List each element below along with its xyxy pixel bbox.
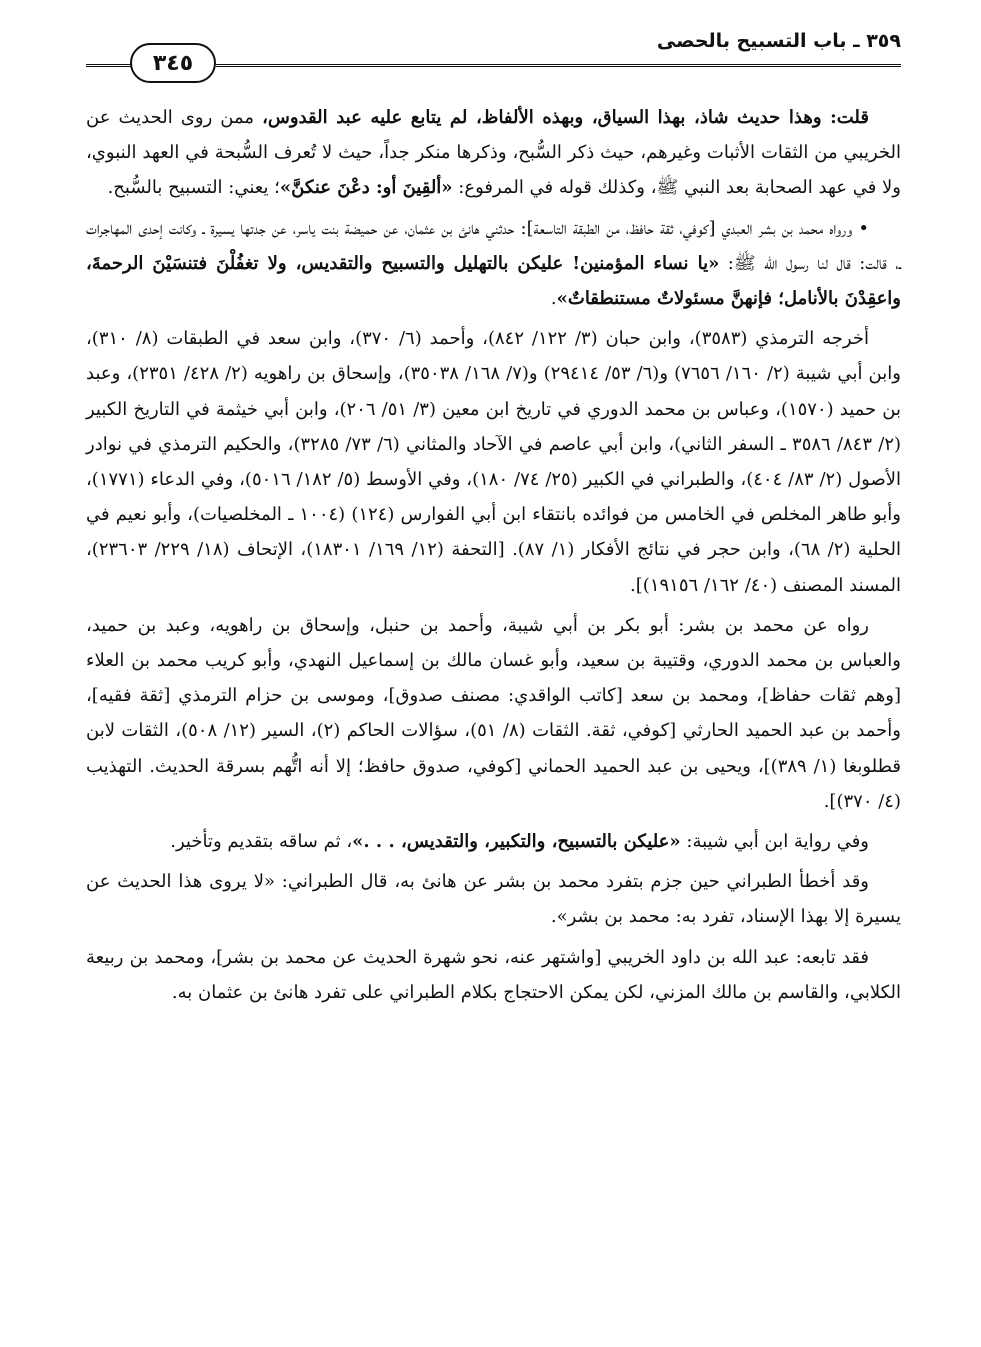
narration-quote: «عليكن بالتسبيح، والتكبير، والتقديس، . . .» <box>352 831 681 853</box>
paragraph-5: وفي رواية ابن أبي شيبة: «عليكن بالتسبيح، والتكبير، والتقديس، . . .»، ثم ساقه بتقديم وتأخير. <box>170 831 869 853</box>
page-body <box>86 100 901 1015</box>
paragraph-6: وقد أخطأ الطبراني حين جزم بتفرد محمد بن بشر عن هانئ به، قال الطبراني: «لا يروى هذا الحديث عن يسيرة إلا بهذا الإسناد، تفرد به: محمد بن بشر». <box>86 871 901 928</box>
quoted-phrase: «ألقِينَ أو: دعْنَ عنكنَّ» <box>279 177 453 199</box>
paragraph-4: رواه عن محمد بن بشر: أبو بكر بن أبي شيبة، وأحمد بن حنبل، وإسحاق بن راهويه، وعبد بن حميد، والعباس بن محمد الدوري، وقتيبة بن سعيد، وأبو غسان مالك بن إسماعيل النهدي، وأبو كريب محمد بن العلاء [وهم ثقات حفاظ]، ومحمد بن سعد [كاتب الواقدي: مصنف صدوق]، وموسى بن حزام الترمذي [ثقة فقيه]، وأحمد بن عبد الحميد الحارثي [كوفي، ثقة. الثقات (٨/ ٥١)، سؤالات الحاكم (٢)، السير (١٢/ ٥٠٨)، الثقات لابن قطلوبغا (١/ ٣٨٩)]، ويحيى بن عبد الحميد الحماني [كوفي، صدوق حافظ؛ إلا أنه اتُّهم بسرقة الحديث. التهذيب (٤/ ٣٧٠)]. <box>86 614 901 812</box>
opening-statement: قلت: وهذا حديث شاذ، بهذا السياق، وبهذه الألفاظ، لم يتابع عليه عبد القدوس، <box>262 107 869 128</box>
paragraph-3: أخرجه الترمذي (٣٥٨٣)، وابن حبان (٣/ ١٢٢/ ٨٤٢)، وأحمد (٦/ ٣٧٠)، وابن سعد في الطبقات (٨/ ٣١٠)، وابن أبي شيبة (٢/ ١٦٠/ ٧٦٥٦) و(٦/ ٥٣/ ٢٩٤١٤) و(٧/ ١٦٨/ ٣٥٠٣٨)، وإسحاق بن راهويه (٢/ ٤٢٨/ ٢٣٥١)، وعبد بن حميد (١٥٧٠)، وعباس بن محمد الدوري في تاريخ ابن معين (٣/ ٥١/ ٢٠٦)، وابن أبي خيثمة في التاريخ الكبير (٢/ ٨٤٣/ ٣٥٨٦ ـ السفر الثاني)، وابن أبي عاصم في الآحاد والمثاني (٦/ ٧٣/ ٣٢٨٥)، والحكيم الترمذي في نوادر الأصول (٢/ ٨٣/ ٤٠٤)، والطبراني في الكبير (٢٥/ ٧٤/ ١٨٠)، وفي الأوسط (٥/ ١٨٢/ ٥٠١٦)، وفي الدعاء (١٧٧١)، وأبو طاهر المخلص في الخامس من فوائده بانتقاء ابن أبي الفوارس (١٢٤) (١٠٠٤ ـ المخلصيات)، وأبو نعيم في الحلية (٢/ ٦٨)، وابن حجر في نتائج الأفكار (١/ ٨٧). [التحفة (١٢/ ١٦٩/ ١٨٣٠١)، الإتحاف (١٨/ ٢٢٩/ ٢٣٦٠٣)، المسند المصنف (٤٠/ ١٦٢/ ١٩١٥٦)]. <box>86 328 902 596</box>
header-rule-right <box>216 64 901 67</box>
header-rule-left <box>86 64 133 67</box>
paragraph-7: فقد تابعه: عبد الله بن داود الخريبي [واشتهر عنه، نحو شهرة الحديث عن محمد بن بشر]، ومحمد بن ربيعة الكلابي، والقاسم بن مالك المزني، لكن يمكن الاحتجاج بكلام الطبراني على تفرد هانئ بن عثمان به. <box>86 946 901 1003</box>
paragraph-2: • ورواه محمد بن بشر العبدي [كوفي، ثقة حافظ، من الطبقة التاسعة]: حدثني هانئ بن عثمان، عن حميضة بنت ياسر، عن جدتها يسيرة ـ وكانت إحدى المهاجرات ـ، قالت: قال لنا رسول الله ﷺ: «يا نساء المؤمنين! عليكن بالتهليل والتسبيح والتقديس، ولا تغفُلْنَ فتنسَيْنَ الرحمةَ، واعقِدْنَ بالأنامل؛ فإنهنَّ مسئولاتٌ مستنطقاتٌ». <box>86 217 901 310</box>
page-number: ٣٤٥ <box>130 43 216 83</box>
hadith-text: «يا نساء المؤمنين! عليكن بالتهليل والتسبيح والتقديس، ولا تغفُلْنَ فتنسَيْنَ الرحمةَ، واعقِدْنَ بالأنامل؛ فإنهنَّ مسئولاتٌ مستنطقاتٌ» <box>86 252 901 310</box>
running-title: ٣٥٩ ـ باب التسبيح بالحصى <box>656 30 901 52</box>
paragraph-1: قلت: وهذا حديث شاذ، بهذا السياق، وبهذه الألفاظ، لم يتابع عليه عبد القدوس، ممن روى الحديث عن الخريبي من الثقات الأثبات وغيرهم، حيث ذكر السُّبح، وذكرها منكر جداً، حيث لا تُعرف السُّبحة في العهد النبوي، ولا في عهد الصحابة بعد النبي ﷺ، وكذلك قوله في المرفوع: «ألقِينَ أو: دعْنَ عنكنَّ»؛ يعني: التسبيح بالسُّبح. <box>86 107 901 199</box>
